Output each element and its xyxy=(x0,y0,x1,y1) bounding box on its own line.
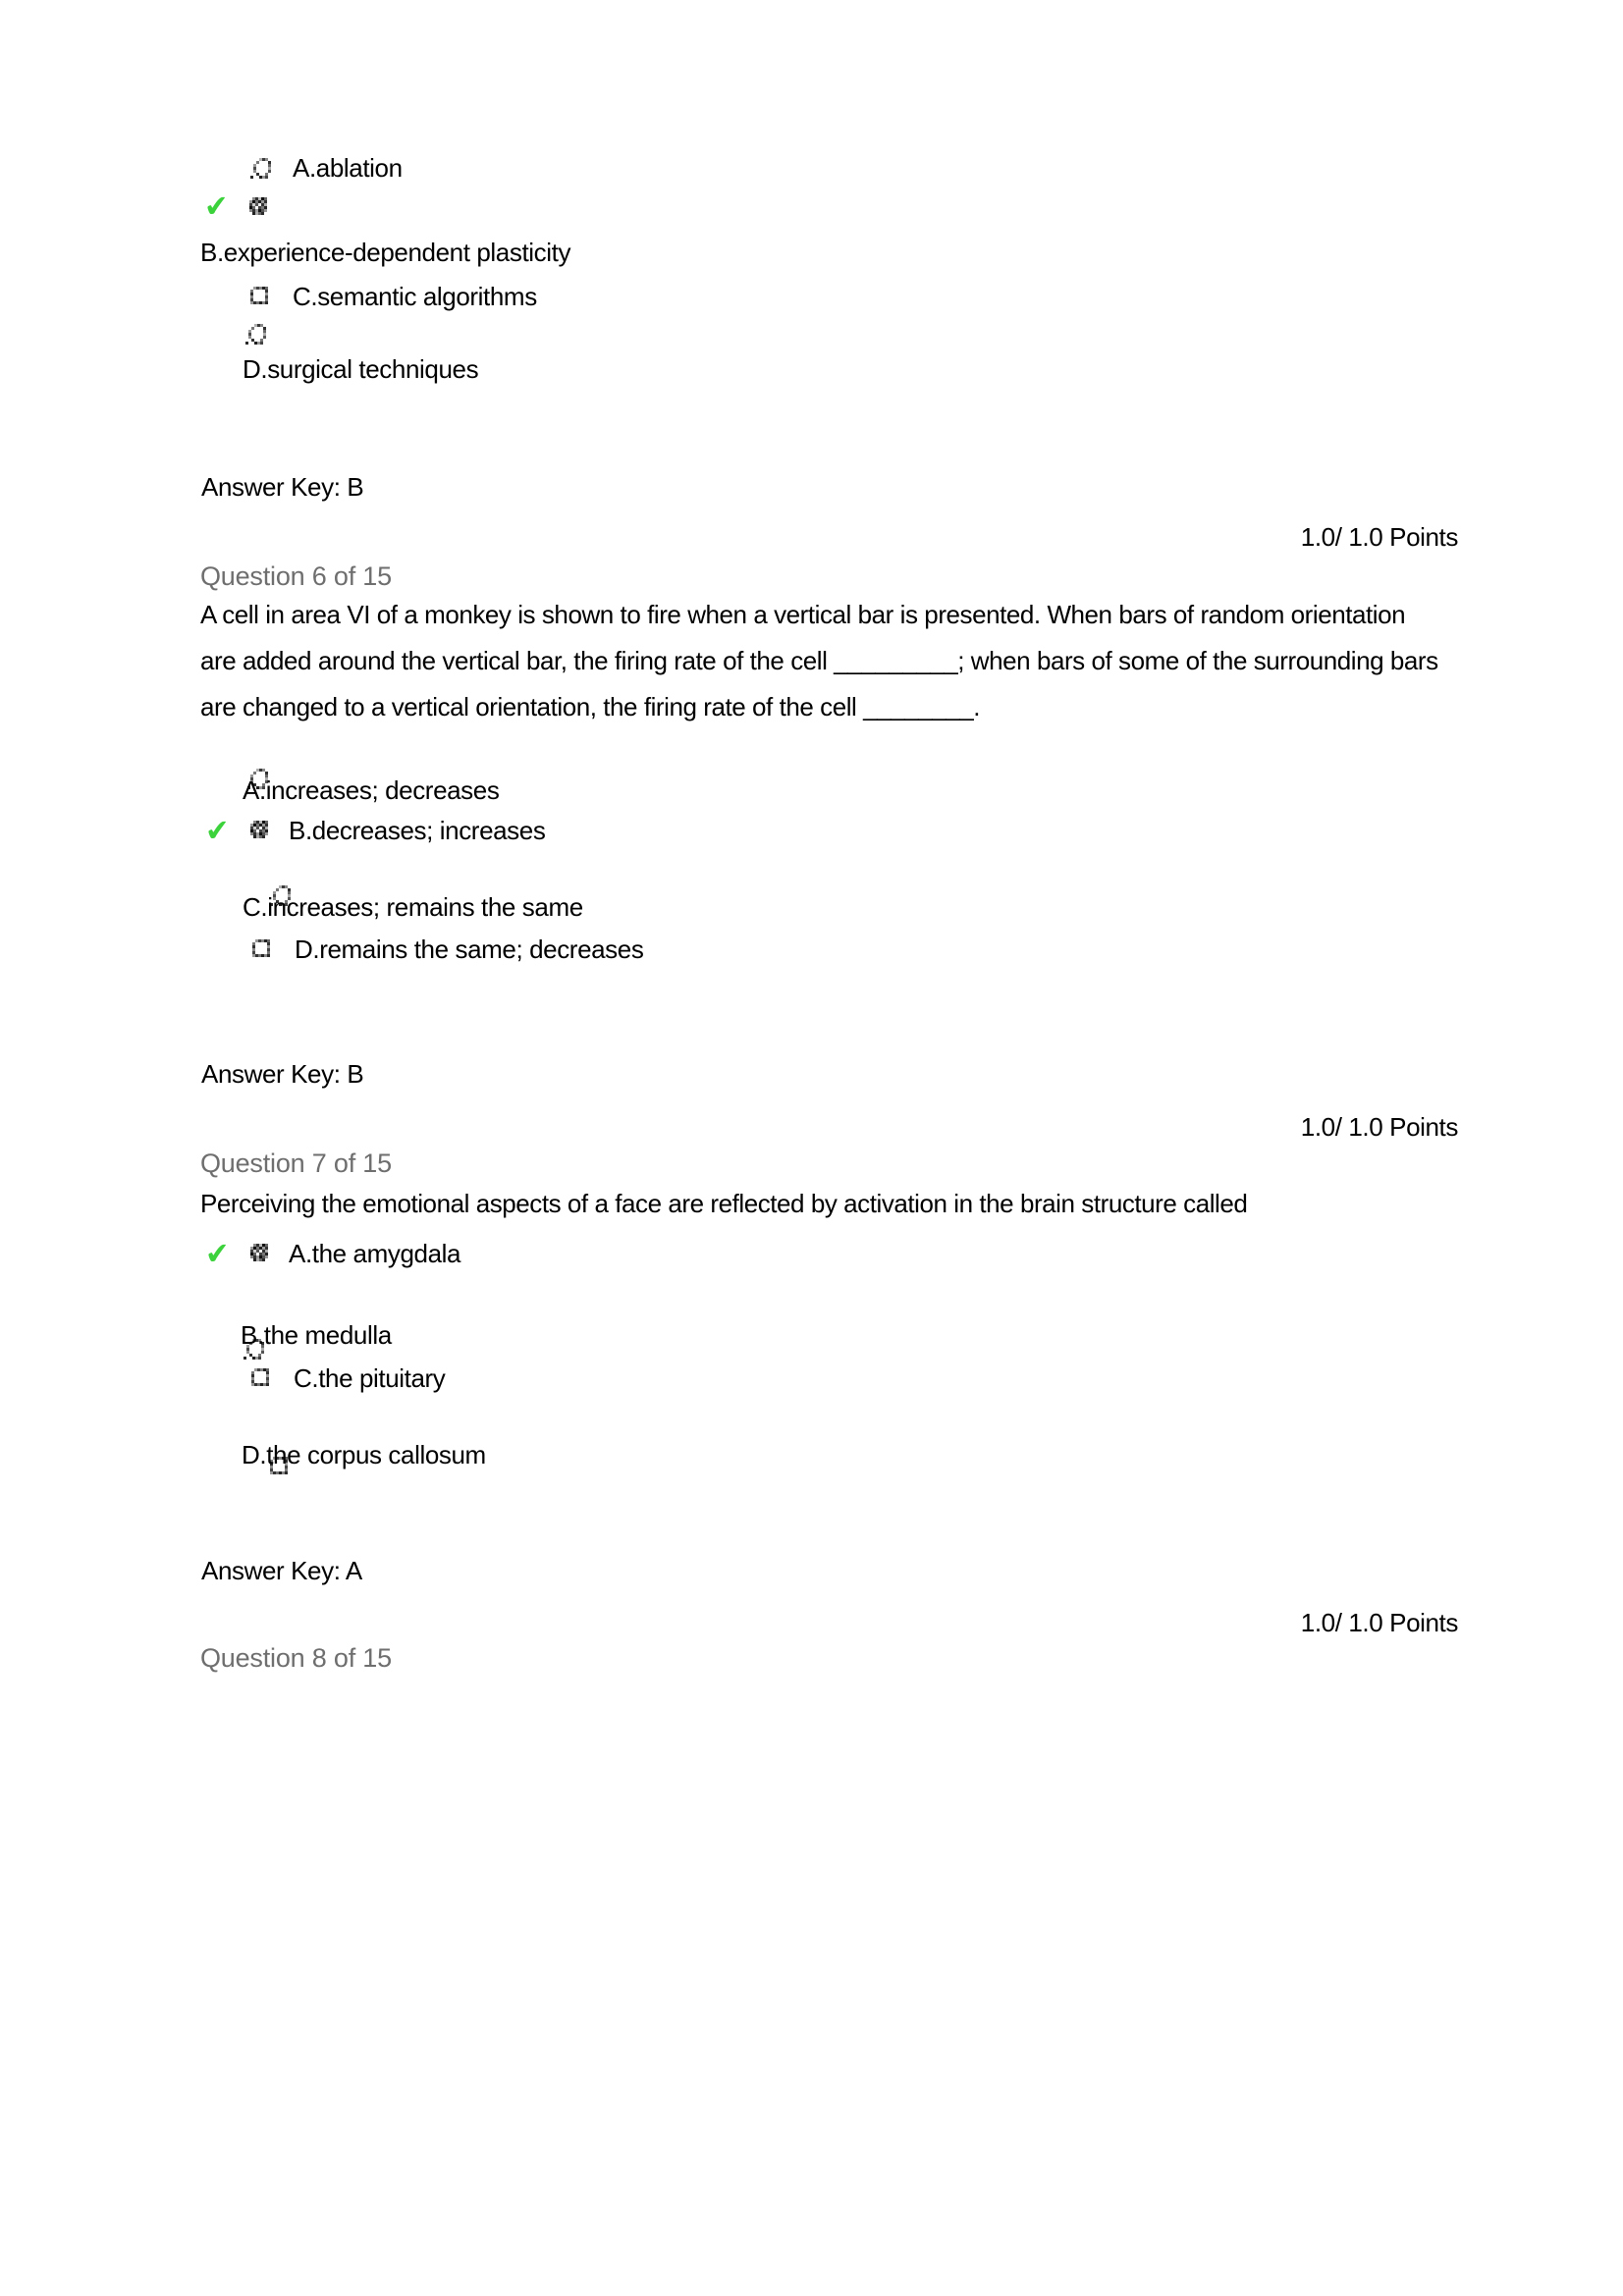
correct-checkmark-icon: ✔ xyxy=(203,1236,232,1271)
option-c-label: C.increases; remains the same xyxy=(243,892,583,922)
question-header: Question 8 of 15 xyxy=(200,1643,392,1673)
option-a-label: A.the amygdala xyxy=(289,1239,461,1268)
answer-key: Answer Key: A xyxy=(201,1556,362,1585)
option-c-label: C.the pituitary xyxy=(294,1363,446,1393)
broken-radio-icon[interactable] xyxy=(250,1244,271,1264)
broken-radio-icon[interactable] xyxy=(250,287,271,307)
option-a-row[interactable] xyxy=(250,153,403,184)
question-text xyxy=(200,595,1438,733)
option-a-row[interactable] xyxy=(203,1236,461,1271)
broken-radio-icon[interactable] xyxy=(252,939,273,960)
option-d-label: D.the corpus callosum xyxy=(242,1440,486,1469)
broken-radio-icon[interactable] xyxy=(250,821,271,841)
option-label: A.ablation xyxy=(293,153,403,183)
question-text: Perceiving the emotional aspects of a face are reflected by activation in the brain structure called xyxy=(200,1189,1248,1218)
option-a-label: A.increases; decreases xyxy=(243,775,500,805)
broken-radio-icon[interactable] xyxy=(251,1368,272,1389)
option-b-label: B.experience-dependent plasticity xyxy=(200,238,571,267)
question-text-line: A cell in area VI of a monkey is shown to fire when a vertical bar is presented. When bars of random orientation xyxy=(200,600,1406,629)
points-earned: 1.0/ 1.0 Points xyxy=(1300,1608,1458,1637)
answer-key: Answer Key: B xyxy=(201,1059,364,1089)
points-earned: 1.0/ 1.0 Points xyxy=(1300,522,1458,552)
option-b-row[interactable] xyxy=(202,189,288,225)
question-block-5 xyxy=(0,0,1623,502)
correct-checkmark-icon: ✔ xyxy=(202,189,231,225)
option-b-row[interactable] xyxy=(203,813,546,848)
question-header: Question 6 of 15 xyxy=(200,561,392,591)
option-d-label: D.surgical techniques xyxy=(243,354,479,384)
broken-radio-icon[interactable] xyxy=(250,158,271,179)
correct-checkmark-icon: ✔ xyxy=(203,813,232,848)
option-c-row[interactable] xyxy=(250,282,537,312)
option-b-label: B.decreases; increases xyxy=(289,816,546,845)
option-b-label: B.the medulla xyxy=(241,1320,392,1350)
option-d-label: D.remains the same; decreases xyxy=(295,934,644,964)
option-c-row[interactable] xyxy=(251,1363,445,1394)
question-text-line: are added around the vertical bar, the firing rate of the cell _________; when bars of some of the surrounding bars xyxy=(200,646,1438,675)
broken-radio-icon[interactable] xyxy=(249,197,270,218)
option-label: C.semantic algorithms xyxy=(293,282,537,311)
question-header: Question 7 of 15 xyxy=(200,1148,392,1178)
question-text-line: are changed to a vertical orientation, the firing rate of the cell ________. xyxy=(200,692,981,721)
option-d-row[interactable] xyxy=(252,934,643,965)
points-earned: 1.0/ 1.0 Points xyxy=(1300,1112,1458,1142)
answer-key: Answer Key: B xyxy=(201,472,364,502)
broken-radio-icon[interactable] xyxy=(245,324,266,345)
